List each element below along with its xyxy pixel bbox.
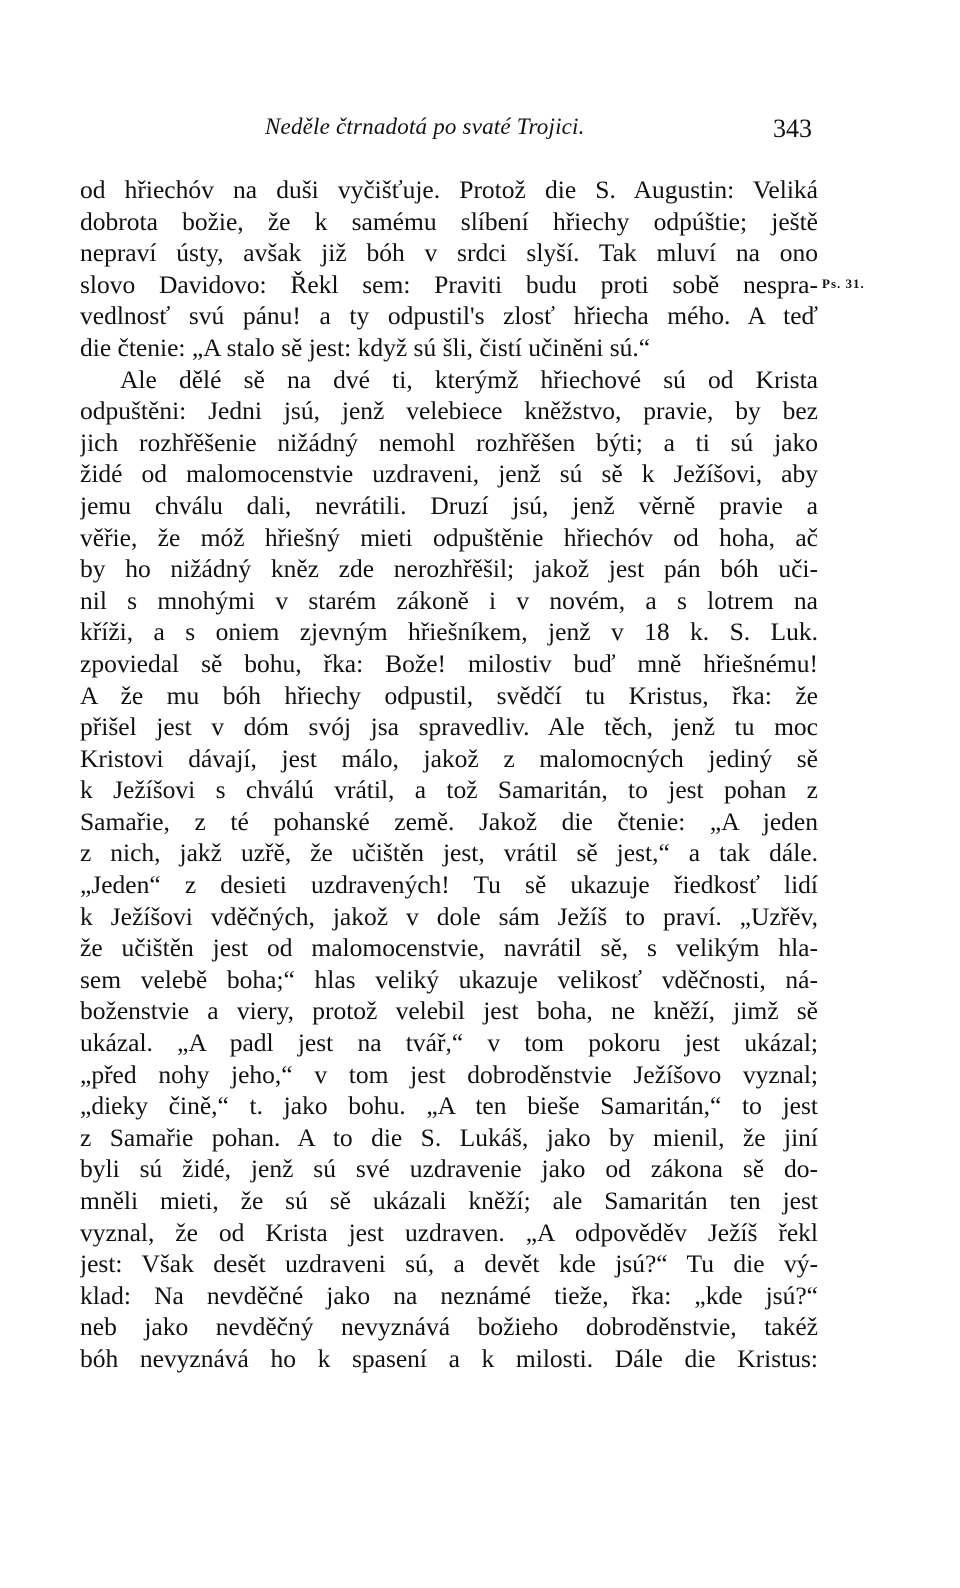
text-line: byli sú židé, jenž sú své uzdravenie jako od zákona sě do- [80, 1154, 818, 1184]
text-line: věřie, že móž hřiešný mieti odpuštěnie hřiechóv od hoha, ač [80, 522, 818, 552]
margin-reference-note: Ps. 31. [822, 276, 865, 291]
paragraph-start-line: Ale dělé sě na dvé ti, kterýmž hřiechové sú od Krista [120, 364, 818, 394]
text-line: vyznal, že od Krista jest uzdraven. „A odpověděv Ježíš řekl [80, 1217, 818, 1247]
text-line: die čtenie: „A stalo sě jest: když sú šli, čistí učiněni sú.“ [80, 332, 651, 362]
text-line: slovo Davidovo: Řekl sem: Praviti budu proti sobě nespra- [80, 269, 818, 299]
text-line: klad: Na nevděčné jako na neznámé tieže, řka: „kde jsú?“ [80, 1280, 818, 1310]
text-line: nil s mnohými v starém zákoně i v novém, a s lotrem na [80, 585, 818, 615]
text-line: „dieky čině,“ t. jako bohu. „A ten bieše Samaritán,“ to jest [80, 1091, 818, 1121]
text-line: Samařie, z té pohanské země. Jakož die čtenie: „A jeden [80, 806, 818, 836]
text-line: jemu chválu dali, nevrátili. Druzí jsú, jenž věrně pravie a [80, 490, 818, 520]
text-line: ukázal. „A padl jest na tvář,“ v tom pokoru jest ukázal; [80, 1028, 818, 1058]
text-line: jest: Však desět uzdraveni sú, a devět kde jsú?“ Tu die vý- [80, 1249, 818, 1279]
text-line: kříži, a s oniem zjevným hřiešníkem, jenž v 18 k. S. Luk. [80, 617, 818, 647]
body-text [80, 174, 818, 1375]
text-line: zpoviedal sě bohu, řka: Bože! milostiv buď mně hřiešnému! [80, 648, 818, 678]
text-line: nepraví ústy, avšak již bóh v srdci slyší. Tak mluví na ono [80, 238, 818, 268]
text-line: že učištěn jest od malomocenstvie, navrátil sě, s velikým hla- [80, 933, 818, 963]
text-line: k Ježíšovi s chválú vrátil, a tož Samaritán, to jest pohan z [80, 775, 818, 805]
text-line: vedlnosť svú pánu! a ty odpustil's zlosť hřiecha mého. A teď [80, 301, 818, 331]
text-line: „před nohy jeho,“ v tom jest dobroděnstvie Ježíšovo vyznal; [80, 1059, 818, 1089]
text-line: „Jeden“ z desieti uzdravených! Tu sě ukazuje řiedkosť lidí [80, 870, 818, 900]
text-line: jich rozhřěšenie nižádný nemohl rozhřěšen býti; a ti sú jako [80, 427, 818, 457]
page-number: 343 [773, 114, 812, 143]
text-line: dobrota božie, že k samému slíbení hřiechy odpúštie; ještě [80, 206, 818, 236]
text-line: boženstvie a viery, protož velebil jest boha, ne kněží, jimž sě [80, 996, 818, 1026]
text-line: od hřiechóv na duši vyčišťuje. Protož die S. Augustin: Veliká [80, 175, 818, 204]
text-line: by ho nižádný kněz zde nerozhřěšil; jakož jest pán bóh uči- [80, 554, 818, 584]
text-line: mněli mieti, že sú sě ukázali kněží; ale Samaritán ten jest [80, 1186, 818, 1215]
text-line: z nich, jakž uzřě, že učištěn jest, vrátil sě jest,“ a tak dále. [80, 838, 818, 868]
text-line: z Samařie pohan. A to die S. Lukáš, jako by mienil, že jiní [80, 1122, 818, 1152]
text-line: sem velebě boha;“ hlas veliký ukazuje velikosť vděčnosti, ná- [80, 964, 818, 994]
text-line: neb jako nevděčný nevyznává božieho dobroděnstvie, takéž [80, 1312, 818, 1342]
text-line: odpuštěni: Jedni jsú, jenž velebiece kněžstvo, pravie, by bez [80, 396, 818, 426]
text-line: A že mu bóh hřiechy odpustil, svědčí tu Kristus, řka: že [80, 680, 818, 710]
text-line: Kristovi dávají, jest málo, jakož z malomocných jediný sě [80, 743, 818, 773]
text-line: přišel jest v dóm svój jsa spravedliv. Ale těch, jenž tu moc [80, 712, 818, 742]
text-line: bóh nevyznává ho k spasení a k milosti. Dále die Kristus: [80, 1343, 818, 1373]
running-title: Neděle čtrnadotá po svaté Trojici. [265, 114, 585, 139]
text-line: k Ježíšovi vděčných, jakož v dole sám Ježíš to praví. „Uzřěv, [80, 901, 818, 931]
text-line: židé od malomocenstvie uzdraveni, jenž sú sě k Ježíšovi, aby [80, 459, 818, 489]
